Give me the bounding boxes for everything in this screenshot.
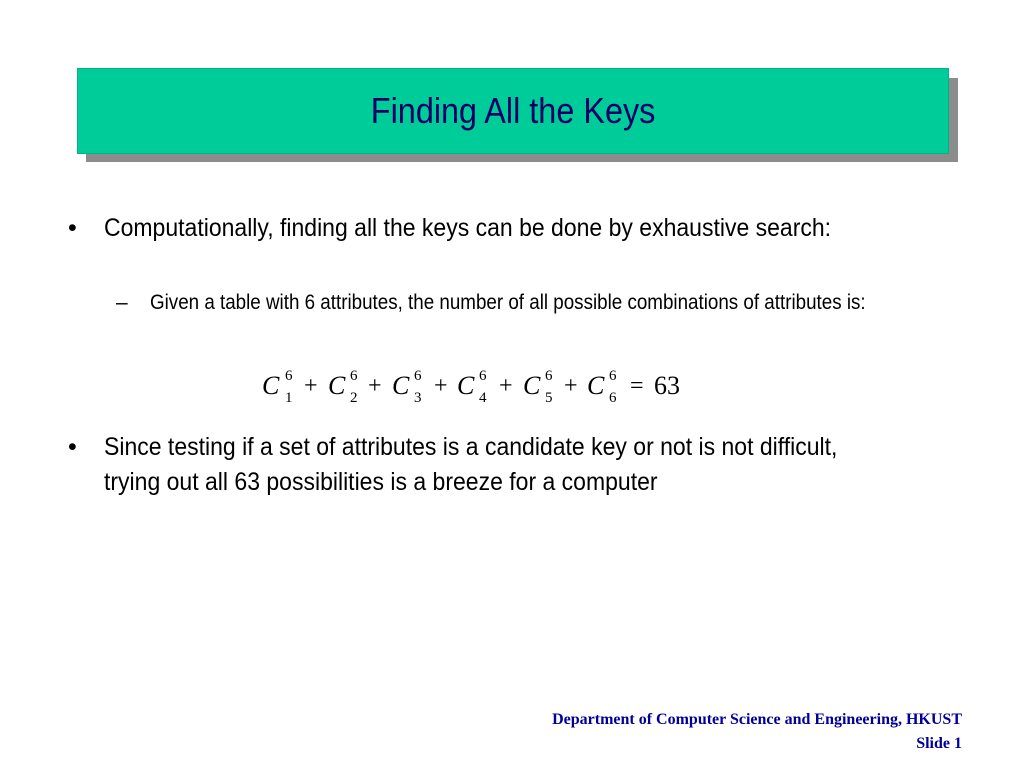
formula-plus-3: +: [434, 373, 448, 399]
formula-term-5-symbol: C: [587, 371, 605, 400]
combination-formula: [262, 364, 702, 414]
formula-plus-5: +: [564, 373, 578, 399]
formula-term-3-symbol: C: [457, 371, 475, 400]
bullet-marker: •: [68, 214, 77, 242]
formula-term-0-symbol: C: [262, 371, 280, 400]
slide-title: Finding All the Keys: [370, 90, 656, 131]
formula-plus-1: +: [304, 373, 318, 399]
sub-bullet-marker: –: [116, 291, 128, 314]
sub-bullet-item: [116, 288, 976, 318]
formula-term-2-sub: 3: [414, 390, 422, 406]
formula-term-4-sub: 5: [545, 390, 553, 406]
bullet-item: [68, 212, 928, 245]
formula-term-5-sub: 6: [609, 390, 617, 406]
formula-term-3-sup: 6: [479, 368, 487, 384]
sub-bullet-text: Given a table with 6 attributes, the number of all possible combinations of attributes is:: [150, 291, 866, 314]
bullet-marker: •: [68, 433, 77, 461]
bullet-item: [68, 430, 928, 500]
formula-graphic: [262, 364, 702, 414]
formula-result: 63: [654, 371, 680, 400]
formula-term-0-sup: 6: [285, 368, 293, 384]
formula-term-2-symbol: C: [392, 371, 410, 400]
formula-term-4-symbol: C: [523, 371, 541, 400]
slide-footer: [552, 708, 962, 756]
formula-plus-4: +: [499, 373, 513, 399]
formula-term-0-sub: 1: [285, 390, 293, 406]
footer-department: Department of Computer Science and Engineering, HKUST: [552, 711, 962, 728]
formula-term-2-sup: 6: [414, 368, 422, 384]
footer-slide-number: Slide 1: [916, 735, 962, 752]
formula-term-1-sub: 2: [350, 390, 358, 406]
bullet-text: Since testing if a set of attributes is a candidate key or not is not difficult, trying out all 63 possibilities is a breeze for a computer: [104, 433, 838, 496]
formula-term-5-sup: 6: [609, 368, 617, 384]
formula-equals: =: [630, 373, 644, 399]
formula-plus-2: +: [368, 373, 382, 399]
formula-term-3-sub: 4: [479, 390, 487, 406]
formula-term-4-sup: 6: [545, 368, 553, 384]
bullet-text: Computationally, finding all the keys can be done by exhaustive search:: [104, 214, 832, 242]
formula-term-1-sup: 6: [350, 368, 358, 384]
formula-term-1-symbol: C: [328, 371, 346, 400]
